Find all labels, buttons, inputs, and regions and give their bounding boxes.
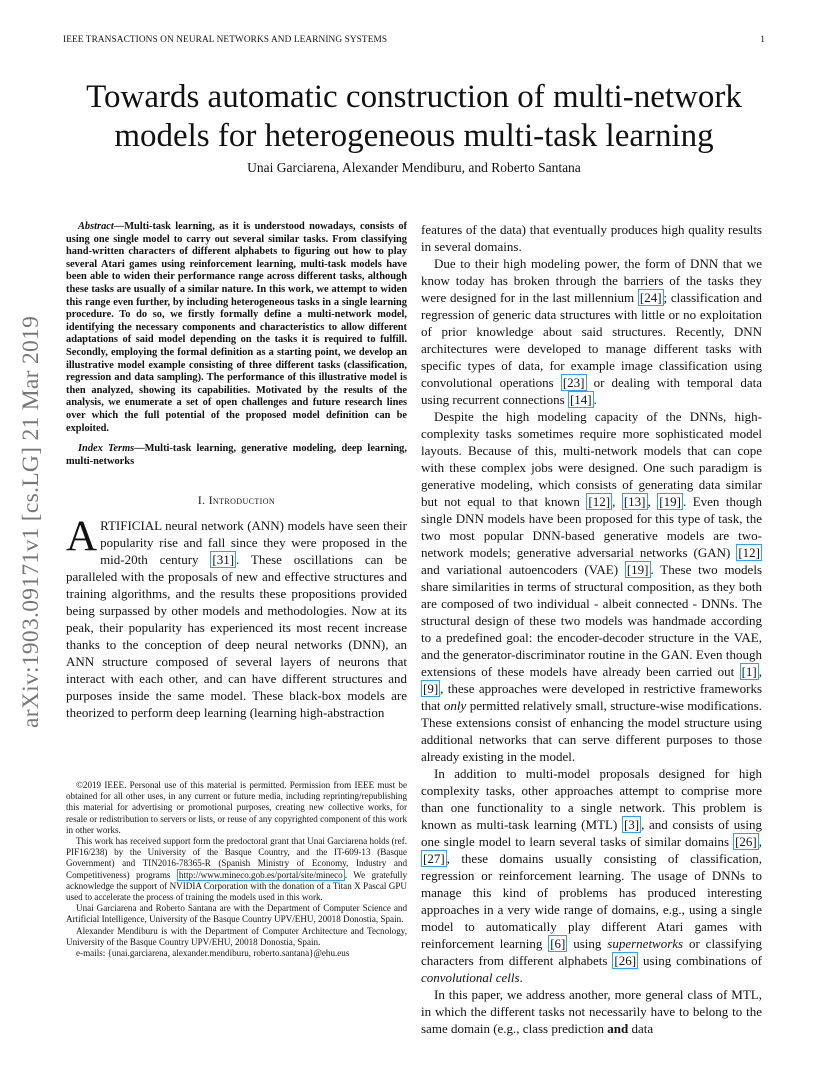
citation-link[interactable]: [13] xyxy=(623,494,646,509)
section-title: Introduction xyxy=(208,495,276,508)
abstract-text: —Multi-task learning, as it is understood nowadays, consists of using one single model to carry out several similar tasks. From classifying hand-written characters of different alphabets to figuring out how to play several Atari games using reinforcement learning, multi-task models have been able to widen their performance range across different tasks, although these tasks are usually of a similar nature. In this work, we attempt to widen this range even further, by including heterogeneous tasks in a single learning procedure. To do so, we firstly formally define a multi-network model, identifying the necessary components and characteristics to allow different adaptations of said model depending on the tasks it is required to fulfill. Secondly, employing the formal definition as a starting point, we develop an illustrative model example consisting of three different tasks (classification, regression and data sampling). The performance of this illustrative model is then analyzed, showing its capabilities. Motivated by the results of the analysis, we enumerate a set of open challenges and future research lines over which the full potential of the proposed model definition can be exploited. xyxy=(66,221,407,434)
journal-name: IEEE TRANSACTIONS ON NEURAL NETWORKS AND LEARNING SYSTEMS xyxy=(63,35,388,45)
body-text: Due to their high modeling power, the form of DNN that we know today has broken through the barriers of the tasks they were designed for in the last millennium xyxy=(421,256,762,305)
citation-link[interactable]: [26] xyxy=(614,953,637,968)
index-terms-label: Index Terms xyxy=(78,443,135,455)
citation-link[interactable]: [14] xyxy=(569,392,592,407)
abstract-label: Abstract xyxy=(78,221,114,232)
citation-link[interactable]: [1] xyxy=(741,664,757,679)
support-text: This work has received support form the predoctoral grant that Unai Garciarena holds (ref. PIF16/238) by the University of the Basque Country, and the IT-609-13 (Basque Government) and TIN2016-78365-R (Spanish Ministry of Economy, Industry and Competitiveness) programs xyxy=(66,836,407,880)
emphasis: supernetworks xyxy=(607,936,684,951)
right-column xyxy=(421,221,762,1037)
drop-cap: A xyxy=(66,513,98,561)
intro-paragraph xyxy=(66,513,407,721)
body-text: using xyxy=(567,936,608,951)
paper-title: Towards automatic construction of multi-network models for heterogeneous multi-task learning xyxy=(86,79,742,154)
body-text: , xyxy=(758,664,762,679)
body-text: , these approaches were developed in restrictive frameworks that xyxy=(421,681,762,713)
abstract xyxy=(66,221,407,435)
citation-link[interactable]: [12] xyxy=(738,545,760,560)
body-text: Despite the high modeling capacity of the DNNs, high-complexity tasks sometimes require more sophisticated model layouts. Because of this, multi-network models that can cope with these complex jobs were designed. One such paradigm is generative modeling, which consists of generating data similar but not equal to that known xyxy=(421,409,762,509)
emphasis: convolutional cells xyxy=(421,970,520,985)
affiliation-note: Alexander Mendiburu is with the Department of Computer Architecture and Tecnology, University of the Basque Country UPV/EHU, 20018 Donostia, Spain. xyxy=(66,925,407,947)
citation-link[interactable]: [3] xyxy=(623,817,640,832)
emphasis: only xyxy=(443,698,467,713)
body-text: ; classification and regression of generic data structures with little or no exploitation of prior knowledge about said structures. Recently, DNN architectures were developed to manage different tasks with specific types of data, for example image classification using convolutional operations xyxy=(421,290,762,390)
body-text: , xyxy=(758,834,762,849)
running-header xyxy=(63,35,765,45)
body-text: , and consists of using one single model to learn several tasks of similar domains xyxy=(421,817,762,849)
support-text: . We gratefully acknowledge the support of NVIDIA Corporation with the donation of a Titan X Pascal GPU used to accelerate the process of training the models used in this work. xyxy=(66,869,407,903)
intro-text: . These oscillations can be paralleled with the proposals of new and effective structures and training algorithms, and the results these propositions provided being surpassed by other models and methodologies. Now at its peak, their popularity has experienced its most recent increase thanks to the conception of deep neural networks (DNN), an ANN structure composed of several layers of neurons that interact with each other, and can have different structures and purposes inside the same model. These black-box models are theorized to perform deep learning (learning high-abstraction xyxy=(66,552,407,721)
emphasis: and xyxy=(607,1021,629,1036)
citation-link[interactable]: [6] xyxy=(550,936,566,951)
citation-link[interactable]: [19] xyxy=(626,562,649,577)
citation-link[interactable]: [9] xyxy=(423,681,439,696)
body-text: permitted relatively small, structure-wise modifications. These extensions consist of enhancing the model structure using additional networks that can serve different purposes to those already existing in the model. xyxy=(421,698,762,764)
citation-link[interactable]: [23] xyxy=(562,375,585,390)
body-text: , xyxy=(647,494,658,509)
footnotes xyxy=(66,780,407,959)
body-text: , xyxy=(612,494,622,509)
email-note: e-mails: {unai.garciarena, alexander.mendiburu, roberto.santana}@ehu.eus xyxy=(76,948,350,959)
left-column xyxy=(66,221,407,721)
section-numeral: I. xyxy=(197,495,209,508)
citation-link[interactable]: [31] xyxy=(212,552,235,568)
citation-link[interactable]: [12] xyxy=(588,494,611,509)
body-text: or classifying characters from different alphabets xyxy=(421,936,762,968)
section-heading xyxy=(66,495,407,507)
author-list: Unai Garciarena, Alexander Mendiburu, and Roberto Santana xyxy=(247,160,581,175)
body-text: and variational autoencoders (VAE) xyxy=(421,562,625,577)
body-paragraph xyxy=(421,255,762,408)
citation-link[interactable]: [26] xyxy=(735,834,757,849)
citation-link[interactable]: [19] xyxy=(659,494,681,509)
citation-link[interactable]: [24] xyxy=(639,290,662,305)
body-text: In this paper, we address another, more general class of MTL, in which the different tasks not necessarily have to belong to the same domain (e.g., class prediction xyxy=(421,987,762,1036)
body-text: . xyxy=(519,970,523,985)
body-paragraph xyxy=(421,986,762,1037)
body-text: or dealing with temporal data using recurrent connections xyxy=(421,375,763,407)
mineco-link[interactable]: http://www.mineco.gob.es/portal/site/mineco xyxy=(178,869,343,880)
body-paragraph xyxy=(421,765,762,986)
support-note xyxy=(66,836,407,903)
body-paragraph: features of the data) that eventually produces high quality results in several domains. xyxy=(421,222,762,254)
citation-link[interactable]: [27] xyxy=(423,851,445,866)
intro-text: RTIFICIAL neural network (ANN) models have seen their popularity rise and fall since they were proposed in the mid-20th century xyxy=(100,518,407,568)
body-text: In addition to multi-model proposals designed for high complexity tasks, other approaches attempt to comprise more than one functionality to a single network. This problem is known as multi-task learning (MTL) xyxy=(421,766,762,832)
page-number: 1 xyxy=(760,35,765,45)
copyright-note: ©2019 IEEE. Personal use of this material is permitted. Permission from IEEE must be obtained for all other uses, in any current or future media, including reprinting/republishing this material for advertising or promotional purposes, creating new collective works, for resale or redistribution to servers or lists, or reuse of any copyrighted component of this work in other works. xyxy=(66,780,407,835)
body-text: , these domains usually consisting of classification, regression or reinforcement learning. The usage of DNNs to manage this kind of problems has produced interesting approaches in a very wide range of domains, e.g., using a single model to automatically play different Atari games with reinforcement learning xyxy=(421,851,762,951)
body-text: using combinations of xyxy=(638,953,763,968)
body-text: data xyxy=(628,1021,654,1036)
body-text: . These two models share similarities in terms of structural composition, as they both are composed of two individual - albeit connected - DNNs. The structural design of these two models was handmade according to a predefined goal: the encoder-decoder structure in the VAE, and the generator-discriminator routine in the GAN. Even though extensions of these models have already been carried out xyxy=(421,562,762,679)
index-terms-text: —Multi-task learning, generative modeling, deep learning, multi-networks xyxy=(66,443,407,467)
affiliation-note: Unai Garciarena and Roberto Santana are with the Department of Computer Science and Artificial Intelligence, University of the Basque Country UPV/EHU, 20018 Donostia, Spain. xyxy=(66,903,407,925)
body-text: . xyxy=(593,392,597,407)
index-terms xyxy=(66,443,407,468)
body-paragraph xyxy=(421,408,762,765)
body-text: . Even though single DNN models have been proposed for this type of task, the two most popular DNN-based generative models are two-network models; generative adversarial networks (GAN) xyxy=(421,494,763,560)
arxiv-stamp: arXiv:1903.09171v1 [cs.LG] 21 Mar 2019 xyxy=(18,315,44,728)
